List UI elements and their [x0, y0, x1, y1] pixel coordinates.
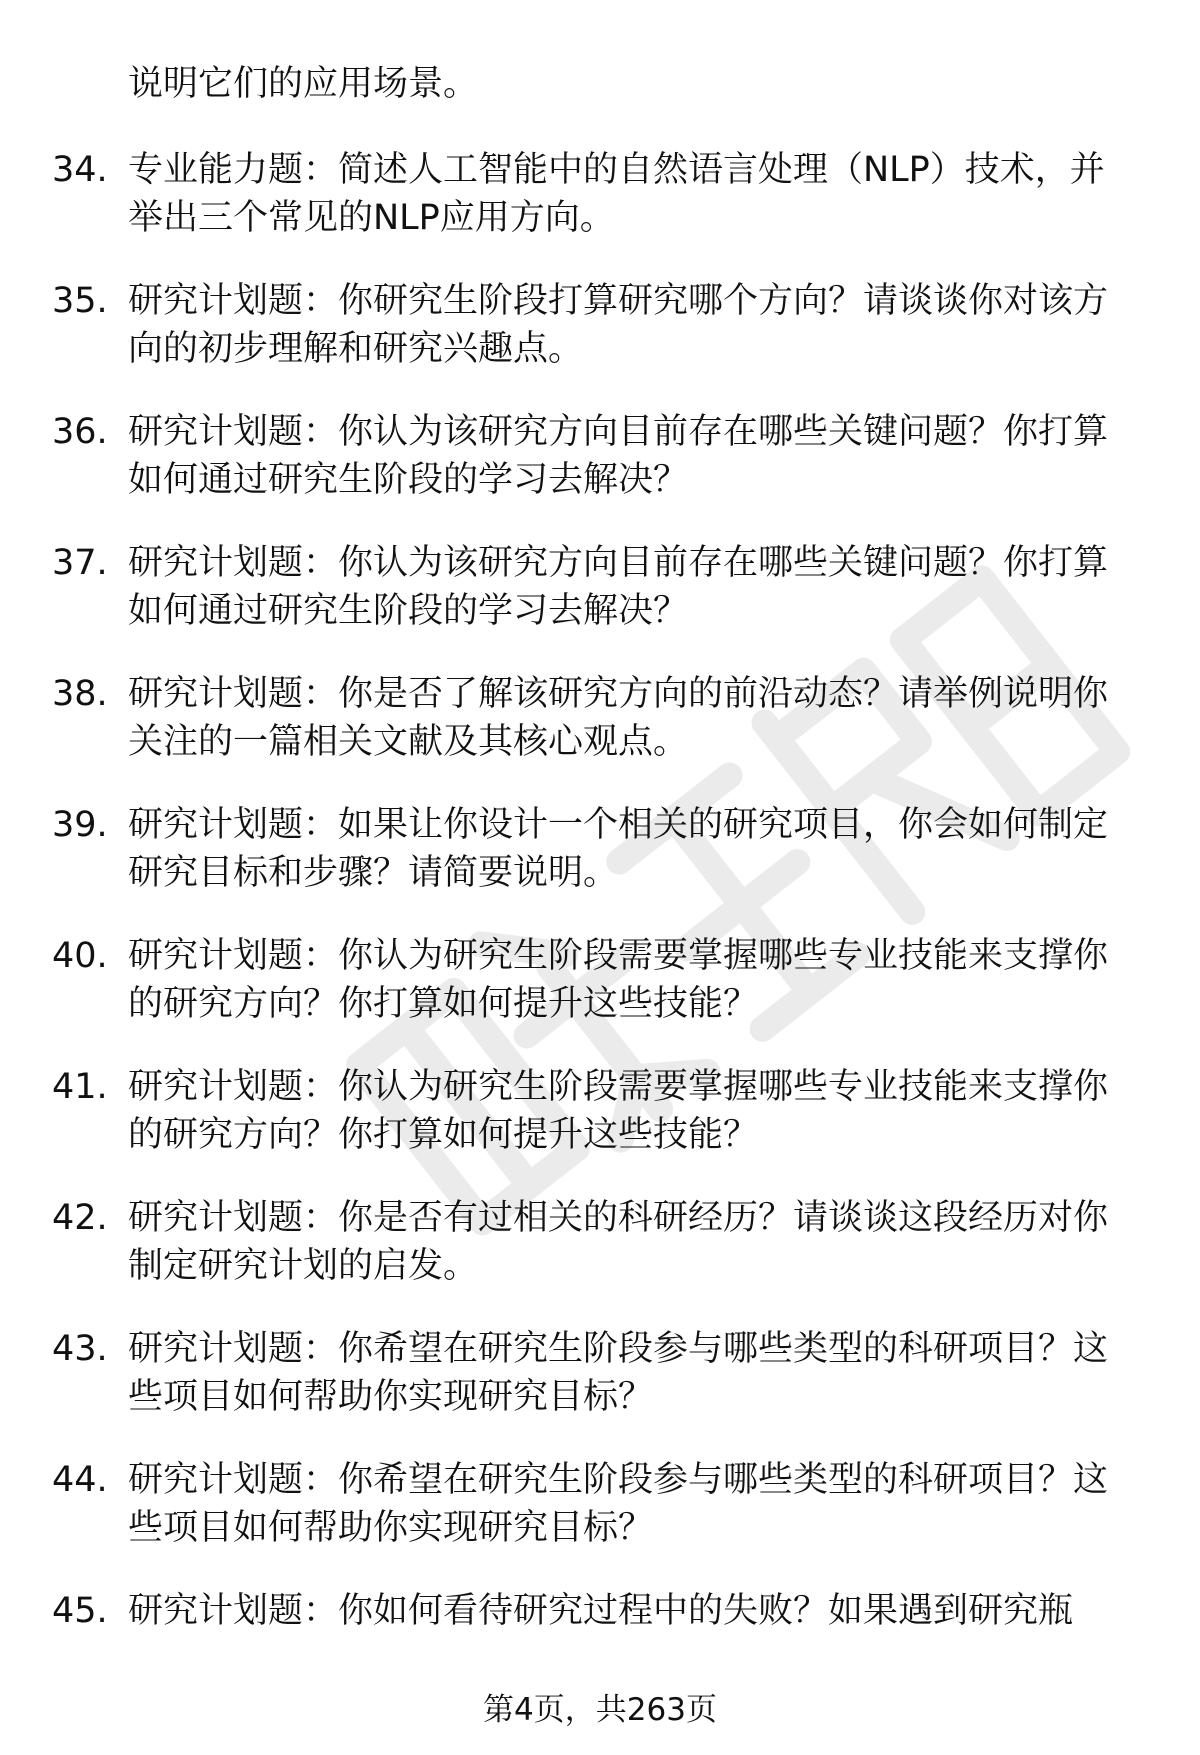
- question-number: 39.: [52, 805, 108, 845]
- question-text-line: 研究计划题：你如何看待研究过程中的失败？如果遇到研究瓶: [128, 1591, 1074, 1631]
- question-text: [128, 801, 1148, 897]
- question-number: 36.: [52, 412, 108, 452]
- question-text-line: 向的初步理解和研究兴趣点。: [128, 329, 584, 369]
- question-text-line: 如何通过研究生阶段的学习去解决？: [128, 460, 689, 500]
- question-number: 37.: [52, 543, 108, 583]
- question-number: 44.: [52, 1460, 108, 1500]
- question-number: 42.: [52, 1198, 108, 1238]
- question-text-line: 研究计划题：你是否了解该研究方向的前沿动态？请举例说明你: [128, 674, 1109, 714]
- question-item: [0, 1325, 1200, 1456]
- question-text-line: 研究计划题：你认为该研究方向目前存在哪些关键问题？你打算: [128, 543, 1109, 583]
- page-footer: 第4页，共263页: [483, 1692, 717, 1728]
- question-text-line: 研究计划题：你研究生阶段打算研究哪个方向？请谈谈你对该方: [128, 281, 1109, 321]
- question-text: [128, 1194, 1148, 1290]
- question-text-line: 研究计划题：你认为研究生阶段需要掌握哪些专业技能来支撑你: [128, 936, 1109, 976]
- question-number: 43.: [52, 1329, 108, 1369]
- question-text-line: 关注的一篇相关文献及其核心观点。: [128, 722, 689, 762]
- question-text: [128, 1456, 1148, 1552]
- question-text: [128, 277, 1148, 373]
- question-text-line: 研究计划题：你是否有过相关的科研经历？请谈谈这段经历对你: [128, 1198, 1109, 1238]
- question-text-line: 研究计划题：如果让你设计一个相关的研究项目，你会如何制定: [128, 805, 1109, 845]
- question-text-line: 研究计划题：你希望在研究生阶段参与哪些类型的科研项目？这: [128, 1460, 1109, 1500]
- question-item: [0, 801, 1200, 932]
- question-text: [128, 670, 1148, 766]
- question-text: [128, 1325, 1148, 1421]
- question-item: [0, 408, 1200, 539]
- question-number: 35.: [52, 281, 108, 321]
- question-text-line: 研究计划题：你认为研究生阶段需要掌握哪些专业技能来支撑你: [128, 1067, 1109, 1107]
- question-text-line: 研究目标和步骤？请简要说明。: [128, 853, 619, 893]
- question-item: [0, 670, 1200, 801]
- question-item: [0, 1194, 1200, 1325]
- question-number: 38.: [52, 674, 108, 714]
- question-text: [128, 1587, 1148, 1635]
- question-text-line: 专业能力题：简述人工智能中的自然语言处理（NLP）技术，并: [128, 150, 1105, 190]
- question-text: [128, 539, 1148, 635]
- question-item: [0, 1456, 1200, 1587]
- question-item: [0, 932, 1200, 1063]
- question-text-line: 的研究方向？你打算如何提升这些技能？: [128, 984, 759, 1024]
- question-text: [128, 1063, 1148, 1159]
- question-text-line: 些项目如何帮助你实现研究目标？: [128, 1508, 654, 1548]
- question-item: [0, 277, 1200, 408]
- question-list: [0, 146, 1200, 1718]
- question-text: [128, 146, 1148, 242]
- question-number: 34.: [52, 150, 108, 190]
- question-item: [0, 1063, 1200, 1194]
- question-text-line: 举出三个常见的NLP应用方向。: [128, 198, 615, 238]
- question-text: [128, 932, 1148, 1028]
- continuation-text: 说明它们的应用场景。: [128, 64, 479, 104]
- question-text-line: 的研究方向？你打算如何提升这些技能？: [128, 1115, 759, 1155]
- question-number: 41.: [52, 1067, 108, 1107]
- question-text-line: 如何通过研究生阶段的学习去解决？: [128, 591, 689, 631]
- question-number: 45.: [52, 1591, 108, 1631]
- question-text: [128, 408, 1148, 504]
- question-text-line: 研究计划题：你认为该研究方向目前存在哪些关键问题？你打算: [128, 412, 1109, 452]
- question-number: 40.: [52, 936, 108, 976]
- question-text-line: 研究计划题：你希望在研究生阶段参与哪些类型的科研项目？这: [128, 1329, 1109, 1369]
- question-text-line: 些项目如何帮助你实现研究目标？: [128, 1377, 654, 1417]
- question-item: [0, 539, 1200, 670]
- question-item: [0, 146, 1200, 277]
- question-text-line: 制定研究计划的启发。: [128, 1246, 479, 1286]
